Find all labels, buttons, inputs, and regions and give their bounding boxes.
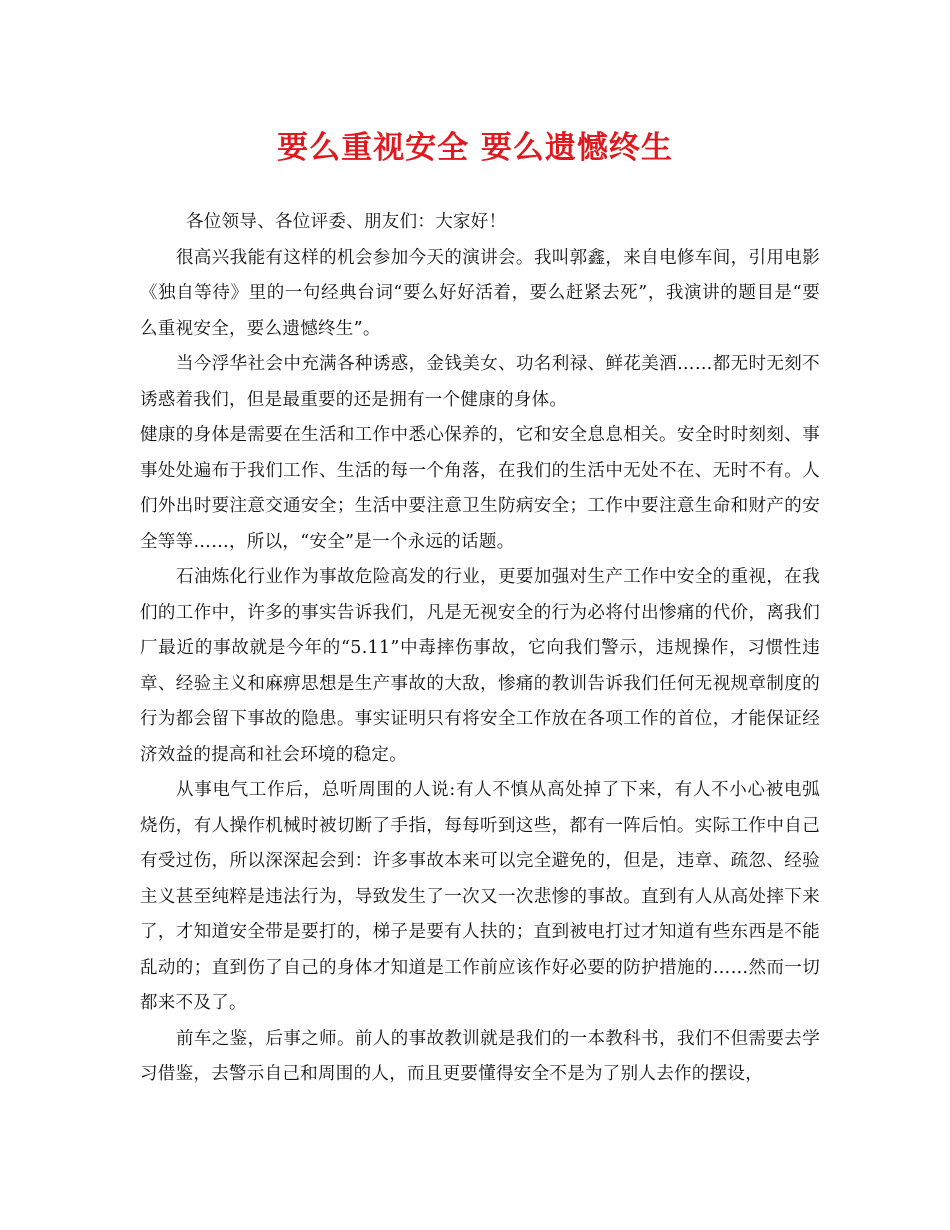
greeting-paragraph: 各位领导、各位评委、朋友们：大家好！ xyxy=(186,212,507,232)
paragraph-intro: 很高兴我能有这样的机会参加今天的演讲会。我叫郭鑫，来自电修车间，引用电影《独自等待》里的一句经典台词“要么好好活着，要么赶紧去死”，我演讲的题目是“要么重视安全，要么遗憾终生”。 xyxy=(140,247,820,339)
document-title: 要么重视安全 要么遗憾终生 xyxy=(277,130,673,166)
paragraph-electrical-work: 从事电气工作后，总听周围的人说:有人不慎从高处掉了下来，有人不小心被电弧烧伤，有人操作机械时被切断了手指，每每听到这些，都有一阵后怕。实际工作中自己有受过伤，所以深深起会到：许多事故本来可以完全避免的，但是，违章、疏忽、经验主义甚至纯粹是违法行为，导致发生了一次又一次悲惨的事故。直到有人从高处摔下来了，才知道安全带是要打的，梯子是要有人扶的；直到被电打过才知道有些东西是不能乱动的；直到伤了自己的身体才知道是工作前应该作好必要的防护措施的……然而一切都来不及了。 xyxy=(140,780,820,1013)
paragraph-lessons: 前车之鉴，后事之师。前人的事故教训就是我们的一本教科书，我们不但需要去学习借鉴，去警示自己和周围的人，而且更要懂得安全不是为了别人去作的摆设， xyxy=(140,1028,820,1084)
paragraph-health-safety: 健康的身体是需要在生活和工作中悉心保养的，它和安全息息相关。安全时时刻刻、事事处处遍布于我们工作、生活的每一个角落，在我们的生活中无处不在、无时不有。人们外出时要注意交通安全；生活中要注意卫生防病安全；工作中要注意生命和财产的安全等等……，所以，“安全”是一个永远的话题。 xyxy=(140,425,820,552)
paragraph-temptation: 当今浮华社会中充满各种诱惑，金钱美女、功名利禄、鲜花美酒……都无时无刻不诱惑着我们，但是最重要的还是拥有一个健康的身体。 xyxy=(140,354,820,410)
document-body xyxy=(140,205,820,1093)
paragraph-petrochemical: 石油炼化行业作为事故危险高发的行业，更要加强对生产工作中安全的重视，在我们的工作中，许多的事实告诉我们，凡是无视安全的行为必将付出惨痛的代价，离我们厂最近的事故就是今年的“5.11”中毒摔伤事故，它向我们警示，违规操作，习惯性违章、经验主义和麻痹思想是生产事故的大敌，惨痛的教训告诉我们任何无视规章制度的行为都会留下事故的隐患。事实证明只有将安全工作放在各项工作的首位，才能保证经济效益的提高和社会环境的稳定。 xyxy=(140,567,820,765)
